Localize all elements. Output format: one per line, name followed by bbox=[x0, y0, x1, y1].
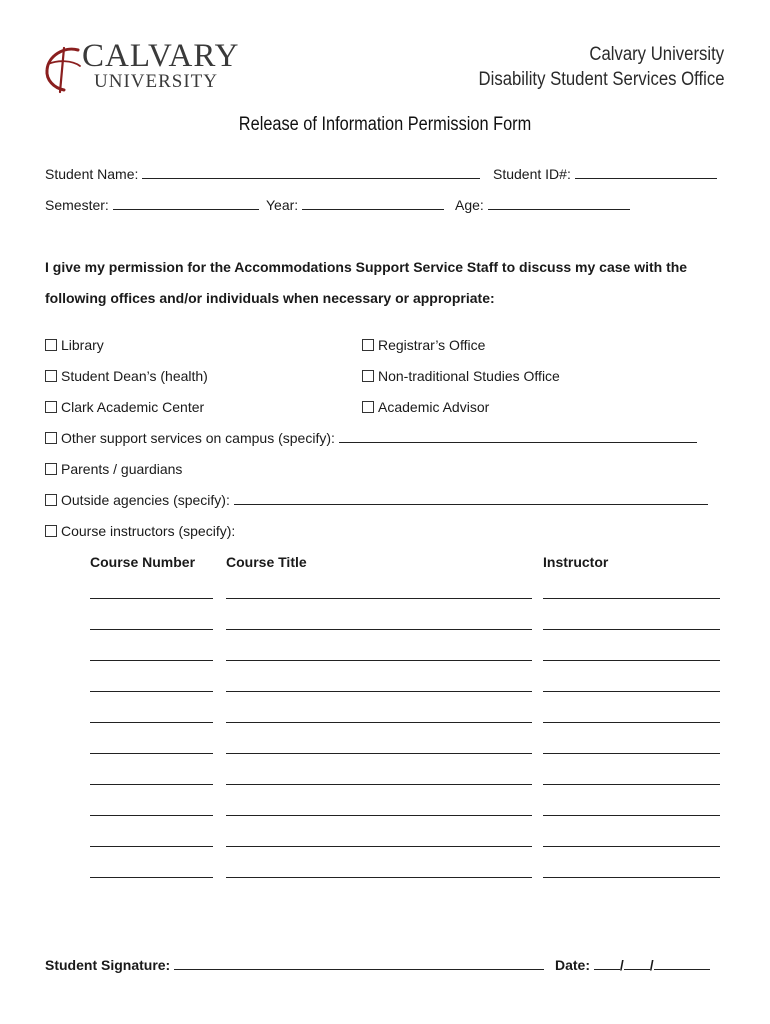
course-number-field[interactable] bbox=[90, 815, 213, 816]
instructor-field[interactable] bbox=[543, 815, 720, 816]
student-id-field[interactable] bbox=[575, 167, 717, 179]
checkbox-icon[interactable] bbox=[362, 370, 374, 382]
year-row bbox=[266, 197, 444, 213]
checkbox-icon[interactable] bbox=[45, 370, 57, 382]
col-course-number: Course Number bbox=[90, 554, 196, 570]
course-title-field[interactable] bbox=[226, 691, 532, 692]
course-number-field[interactable] bbox=[90, 753, 213, 754]
date-year-field[interactable] bbox=[654, 958, 710, 970]
option-registrar[interactable] bbox=[362, 337, 485, 353]
course-number-field[interactable] bbox=[90, 660, 213, 661]
semester-label: Semester: bbox=[45, 197, 109, 213]
date-month-field[interactable] bbox=[594, 958, 620, 970]
permission-text-line1: I give my permission for the Accommodations Support Service Staff to discuss my case with the bbox=[45, 259, 688, 275]
course-number-field[interactable] bbox=[90, 598, 213, 599]
checkbox-icon[interactable] bbox=[362, 339, 374, 351]
date-day-field[interactable] bbox=[624, 958, 650, 970]
option-registrar-label: Registrar’s Office bbox=[378, 337, 486, 353]
option-student-dean[interactable] bbox=[45, 368, 208, 384]
permission-text-line2: following offices and/or individuals when necessary or appropriate: bbox=[45, 290, 495, 306]
option-instructors-label: Course instructors (specify): bbox=[61, 523, 236, 539]
col-course-title: Course Title bbox=[226, 554, 307, 570]
course-number-field[interactable] bbox=[90, 784, 213, 785]
age-field[interactable] bbox=[488, 198, 630, 210]
option-outside[interactable] bbox=[45, 492, 708, 508]
student-name-row bbox=[45, 166, 480, 182]
option-other-support-label: Other support services on campus (specify): bbox=[61, 430, 335, 446]
checkbox-icon[interactable] bbox=[45, 525, 57, 537]
course-title-field[interactable] bbox=[226, 877, 532, 878]
date-label: Date: bbox=[555, 957, 591, 973]
option-non-traditional[interactable] bbox=[362, 368, 560, 384]
col-instructor: Instructor bbox=[543, 554, 609, 570]
age-label: Age: bbox=[455, 197, 484, 213]
course-title-field[interactable] bbox=[226, 753, 532, 754]
course-title-field[interactable] bbox=[226, 629, 532, 630]
option-non-traditional-label: Non-traditional Studies Office bbox=[378, 368, 560, 384]
instructor-field[interactable] bbox=[543, 722, 720, 723]
instructor-field[interactable] bbox=[543, 691, 720, 692]
course-number-field[interactable] bbox=[90, 691, 213, 692]
logo-text-university: UNIVERSITY bbox=[94, 71, 218, 92]
course-title-field[interactable] bbox=[226, 815, 532, 816]
option-clark-label: Clark Academic Center bbox=[61, 399, 205, 415]
logo-text-calvary: CALVARY bbox=[82, 38, 240, 74]
checkbox-icon[interactable] bbox=[45, 339, 57, 351]
form-title-text: Release of Information Permission Form bbox=[238, 114, 532, 135]
date-separator: / bbox=[619, 957, 624, 973]
option-student-dean-label: Student Dean’s (health) bbox=[61, 368, 208, 384]
date-row bbox=[555, 957, 710, 973]
option-other-support[interactable] bbox=[45, 430, 697, 446]
university-logo-mark-icon bbox=[42, 44, 82, 94]
course-number-field[interactable] bbox=[90, 629, 213, 630]
option-advisor-label: Academic Advisor bbox=[378, 399, 490, 415]
other-support-field[interactable] bbox=[339, 431, 697, 443]
student-name-field[interactable] bbox=[142, 167, 480, 179]
option-clark[interactable] bbox=[45, 399, 204, 415]
instructor-field[interactable] bbox=[543, 877, 720, 878]
checkbox-icon[interactable] bbox=[45, 432, 57, 444]
course-title-field[interactable] bbox=[226, 598, 532, 599]
year-label: Year: bbox=[266, 197, 299, 213]
instructor-field[interactable] bbox=[543, 784, 720, 785]
checkbox-icon[interactable] bbox=[45, 463, 57, 475]
header-office-name: Disability Student Services Office bbox=[478, 69, 724, 90]
year-field[interactable] bbox=[302, 198, 444, 210]
course-title-field[interactable] bbox=[226, 660, 532, 661]
student-id-row bbox=[493, 166, 717, 182]
student-id-label: Student ID#: bbox=[493, 166, 571, 182]
checkbox-icon[interactable] bbox=[45, 401, 57, 413]
option-parents[interactable] bbox=[45, 461, 182, 477]
option-outside-label: Outside agencies (specify): bbox=[61, 492, 230, 508]
course-title-field[interactable] bbox=[226, 846, 532, 847]
form-title bbox=[0, 114, 770, 136]
instructor-field[interactable] bbox=[543, 660, 720, 661]
signature-field[interactable] bbox=[174, 958, 544, 970]
age-row bbox=[455, 197, 630, 213]
instructor-field[interactable] bbox=[543, 598, 720, 599]
checkbox-icon[interactable] bbox=[45, 494, 57, 506]
header-org-name: Calvary University bbox=[589, 44, 724, 65]
instructor-field[interactable] bbox=[543, 629, 720, 630]
option-library-label: Library bbox=[61, 337, 104, 353]
course-number-field[interactable] bbox=[90, 846, 213, 847]
instructor-field[interactable] bbox=[543, 846, 720, 847]
option-instructors[interactable] bbox=[45, 523, 235, 539]
option-library[interactable] bbox=[45, 337, 104, 353]
signature-row bbox=[45, 957, 544, 973]
semester-field[interactable] bbox=[113, 198, 259, 210]
option-advisor[interactable] bbox=[362, 399, 489, 415]
student-name-label: Student Name: bbox=[45, 166, 139, 182]
outside-agencies-field[interactable] bbox=[234, 493, 708, 505]
date-separator: / bbox=[649, 957, 654, 973]
course-title-field[interactable] bbox=[226, 722, 532, 723]
signature-label: Student Signature: bbox=[45, 957, 171, 973]
course-number-field[interactable] bbox=[90, 877, 213, 878]
course-title-field[interactable] bbox=[226, 784, 532, 785]
instructor-field[interactable] bbox=[543, 753, 720, 754]
checkbox-icon[interactable] bbox=[362, 401, 374, 413]
option-parents-label: Parents / guardians bbox=[61, 461, 183, 477]
course-number-field[interactable] bbox=[90, 722, 213, 723]
semester-row bbox=[45, 197, 259, 213]
